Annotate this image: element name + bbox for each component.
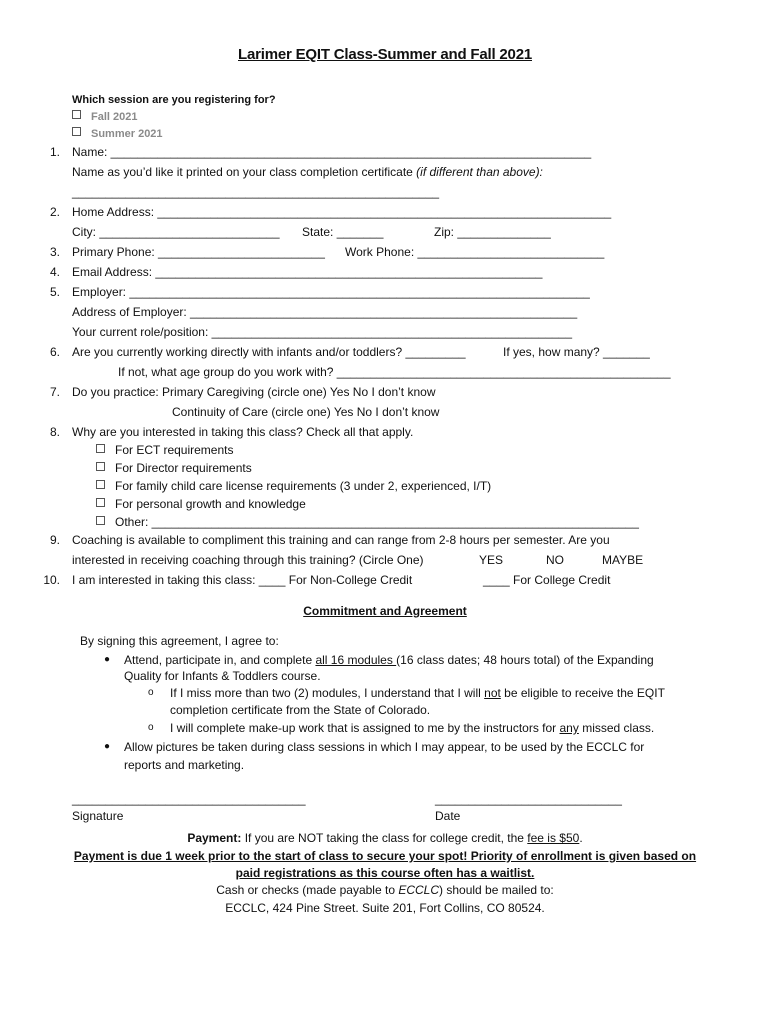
zip-field[interactable]: Zip: ______________ — [434, 225, 551, 239]
circle-bullet-icon: o — [148, 687, 154, 698]
payment-due-notice: Payment is due 1 week prior to the start of class to secure your spot! Priority of enrollment is given based on — [73, 849, 697, 863]
reason-personal-growth[interactable]: For personal growth and knowledge — [96, 496, 306, 512]
signature-field[interactable]: ___________________________________ — [72, 792, 306, 806]
checkbox-icon[interactable] — [96, 462, 105, 471]
certificate-name-field[interactable]: _______________________________________________________ — [72, 185, 440, 199]
item-number: 10. — [43, 573, 60, 587]
checkbox-icon[interactable] — [96, 444, 105, 453]
item-number: 7. — [49, 385, 60, 399]
agreement-item-attend-cont: Quality for Infants & Toddlers course. — [124, 669, 321, 683]
session-option-fall[interactable]: Fall 2021 — [72, 109, 137, 125]
checkbox-icon[interactable] — [96, 498, 105, 507]
checkbox-icon[interactable] — [72, 127, 81, 136]
primary-caregiving-question[interactable]: Do you practice: Primary Caregiving (circle one) Yes No I don’t know — [72, 385, 436, 399]
circle-bullet-icon: o — [148, 722, 154, 733]
coaching-maybe-option[interactable]: MAYBE — [602, 553, 644, 567]
checkbox-icon[interactable] — [96, 480, 105, 489]
session-question: Which session are you registering for? — [72, 94, 276, 106]
date-label: Date — [435, 809, 461, 823]
coaching-question: interested in receiving coaching through this training? (Circle One) — [72, 553, 424, 567]
agreement-subitem-makeup: I will complete make-up work that is assigned to me by the instructors for any missed class. — [170, 721, 655, 735]
coaching-text: Coaching is available to compliment this training and can range from 2-8 hours per semester. Are you — [72, 533, 610, 547]
item-number: 4. — [49, 265, 60, 279]
email-field[interactable]: Email Address: __________________________________________________________ — [72, 265, 543, 279]
item-number: 2. — [49, 205, 60, 219]
name-field[interactable]: Name: ________________________________________________________________________ — [72, 145, 592, 159]
item-number: 1. — [49, 145, 60, 159]
item-number: 9. — [49, 533, 60, 547]
agreement-item-pictures: Allow pictures be taken during class sessions in which I may appear, to be used by the ECCLC for — [124, 740, 645, 754]
state-field[interactable]: State: _______ — [302, 225, 384, 239]
interest-question: Why are you interested in taking this class? Check all that apply. — [72, 425, 414, 439]
payment-fee: Payment: If you are NOT taking the class for college credit, the fee is $50. — [187, 831, 583, 845]
agreement-intro: By signing this agreement, I agree to: — [80, 634, 279, 648]
mailing-instructions: Cash or checks (made payable to ECCLC) should be mailed to: — [216, 883, 554, 897]
work-phone-field[interactable]: Work Phone: ____________________________ — [345, 245, 605, 259]
payment-due-notice-cont: paid registrations as this course often has a waitlist. — [235, 866, 535, 880]
date-field[interactable]: ____________________________ — [435, 792, 622, 806]
item-number: 6. — [49, 345, 60, 359]
signature-label: Signature — [72, 809, 124, 823]
city-field[interactable]: City: ___________________________ — [72, 225, 280, 239]
coaching-no-option[interactable]: NO — [546, 553, 564, 567]
item-number: 8. — [49, 425, 60, 439]
item-number: 3. — [49, 245, 60, 259]
agreement-subitem-missed-cont: completion certificate from the State of Colorado. — [170, 703, 431, 717]
checkbox-icon[interactable] — [96, 516, 105, 525]
checkbox-icon[interactable] — [72, 110, 81, 119]
mailing-address: ECCLC, 424 Pine Street. Suite 201, Fort Collins, CO 80524. — [225, 901, 545, 915]
agreement-subitem-missed: If I miss more than two (2) modules, I understand that I will not be eligible to receive the EQIT — [170, 686, 665, 700]
how-many-field[interactable]: If yes, how many? _______ — [503, 345, 650, 359]
infants-field[interactable]: Are you currently working directly with infants and/or toddlers? _________ — [72, 345, 466, 359]
agreement-item-pictures-cont: reports and marketing. — [124, 758, 245, 772]
college-credit-field[interactable]: ____ For College Credit — [483, 573, 611, 587]
bullet-icon: ● — [104, 741, 111, 752]
coaching-yes-option[interactable]: YES — [479, 553, 504, 567]
bullet-icon: ● — [104, 654, 111, 665]
reason-director[interactable]: For Director requirements — [96, 460, 252, 476]
reason-family-care[interactable]: For family child care license requirements (3 under 2, experienced, I/T) — [96, 478, 491, 494]
reason-ect[interactable]: For ECT requirements — [96, 442, 233, 458]
age-group-field[interactable]: If not, what age group do you work with? __________________________________________________ — [118, 365, 671, 379]
item-number: 5. — [49, 285, 60, 299]
primary-phone-field[interactable]: Primary Phone: _________________________ — [72, 245, 325, 259]
continuity-of-care-question[interactable]: Continuity of Care (circle one) Yes No I don’t know — [172, 405, 440, 419]
employer-address-field[interactable]: Address of Employer: __________________________________________________________ — [72, 305, 578, 319]
agreement-item-attend: Attend, participate in, and complete all 16 modules (16 class dates; 48 hours total) of the Expanding — [124, 653, 654, 667]
session-option-summer[interactable]: Summer 2021 — [72, 126, 163, 142]
certificate-name-label: Name as you’d like it printed on your class completion certificate (if different than above): — [72, 165, 543, 179]
non-college-credit-field[interactable]: I am interested in taking this class: ____ For Non-College Credit — [72, 573, 413, 587]
reason-other[interactable]: Other: _________________________________________________________________________ — [96, 514, 639, 530]
agreement-heading: Commitment and Agreement — [303, 604, 467, 618]
home-address-field[interactable]: Home Address: ____________________________________________________________________ — [72, 205, 612, 219]
employer-field[interactable]: Employer: _____________________________________________________________________ — [72, 285, 590, 299]
role-field[interactable]: Your current role/position: ______________________________________________________ — [72, 325, 573, 339]
page-title: Larimer EQIT Class-Summer and Fall 2021 — [238, 46, 532, 63]
